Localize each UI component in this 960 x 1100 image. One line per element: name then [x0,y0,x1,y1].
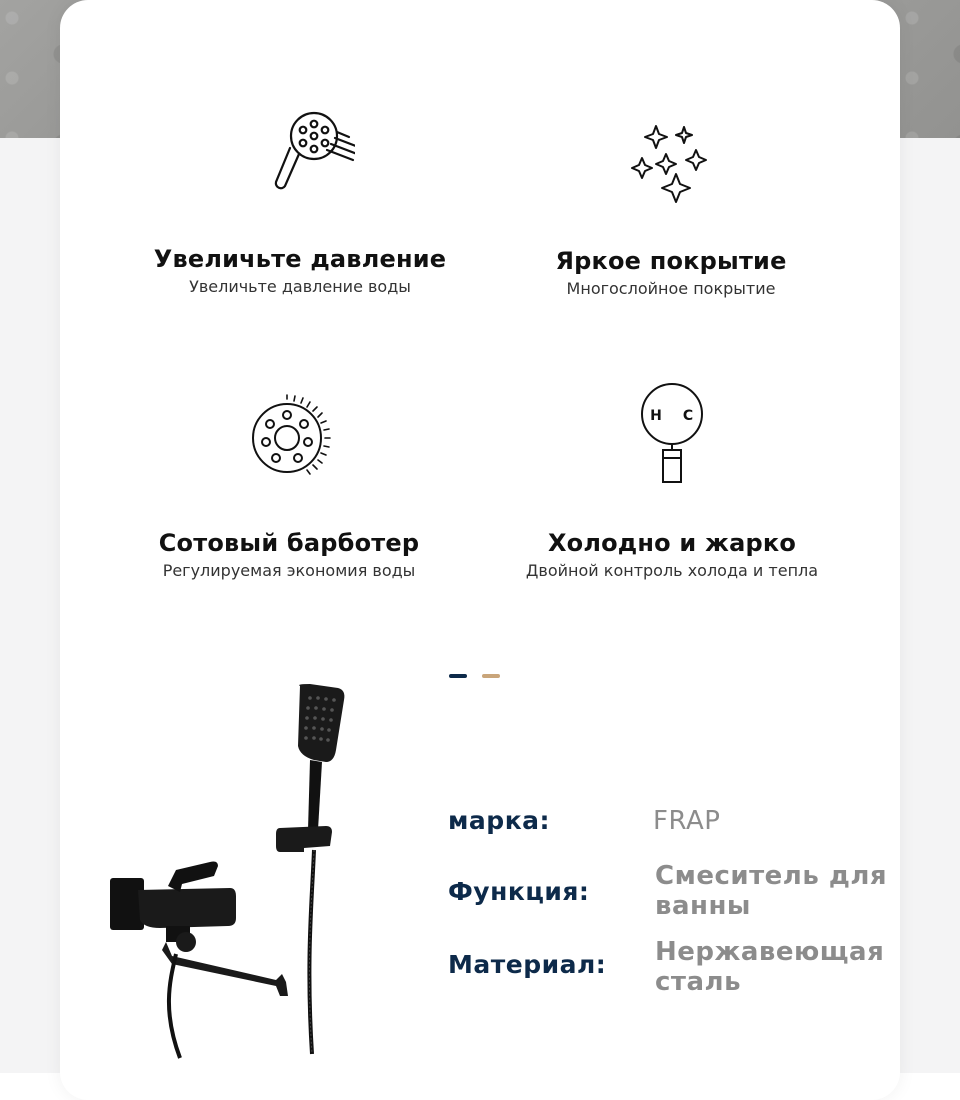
feature-aerator [99,392,479,582]
spec-value-material: Нержавеющая сталь [655,937,885,997]
hot-cold-valve-icon [632,382,712,486]
carousel-dot-2[interactable] [482,674,500,678]
carousel-dot-1[interactable] [449,674,467,678]
cold-letter: C [682,408,694,424]
aerator-icon [243,392,335,484]
spec-label-brand: марка: [448,806,551,835]
feature-pressure [110,108,490,298]
feature-subtitle: Двойной контроль холода и тепла [525,561,819,580]
feature-coating [481,120,861,300]
feature-subtitle: Регулируемая экономия воды [162,561,416,580]
feature-title: Увеличьте давление [153,245,447,273]
feature-subtitle: Увеличьте давление воды [189,277,411,296]
spec-label-material: Материал: [448,950,607,979]
feature-title: Холодно и жарко [547,529,797,557]
bath-mixer-image [100,680,360,1060]
spec-label-function: Функция: [448,877,590,906]
hot-letter: H [650,408,662,424]
shower-head-icon [245,108,355,198]
feature-title: Яркое покрытие [555,247,787,275]
feature-subtitle: Многослойное покрытие [566,279,776,298]
feature-title: Сотовый барботер [158,529,420,557]
sparkle-icon [626,120,716,210]
feature-hot-cold [482,382,862,582]
spec-value-function: Смеситель для ванны [655,861,888,921]
spec-value-brand: FRAP [653,806,721,836]
